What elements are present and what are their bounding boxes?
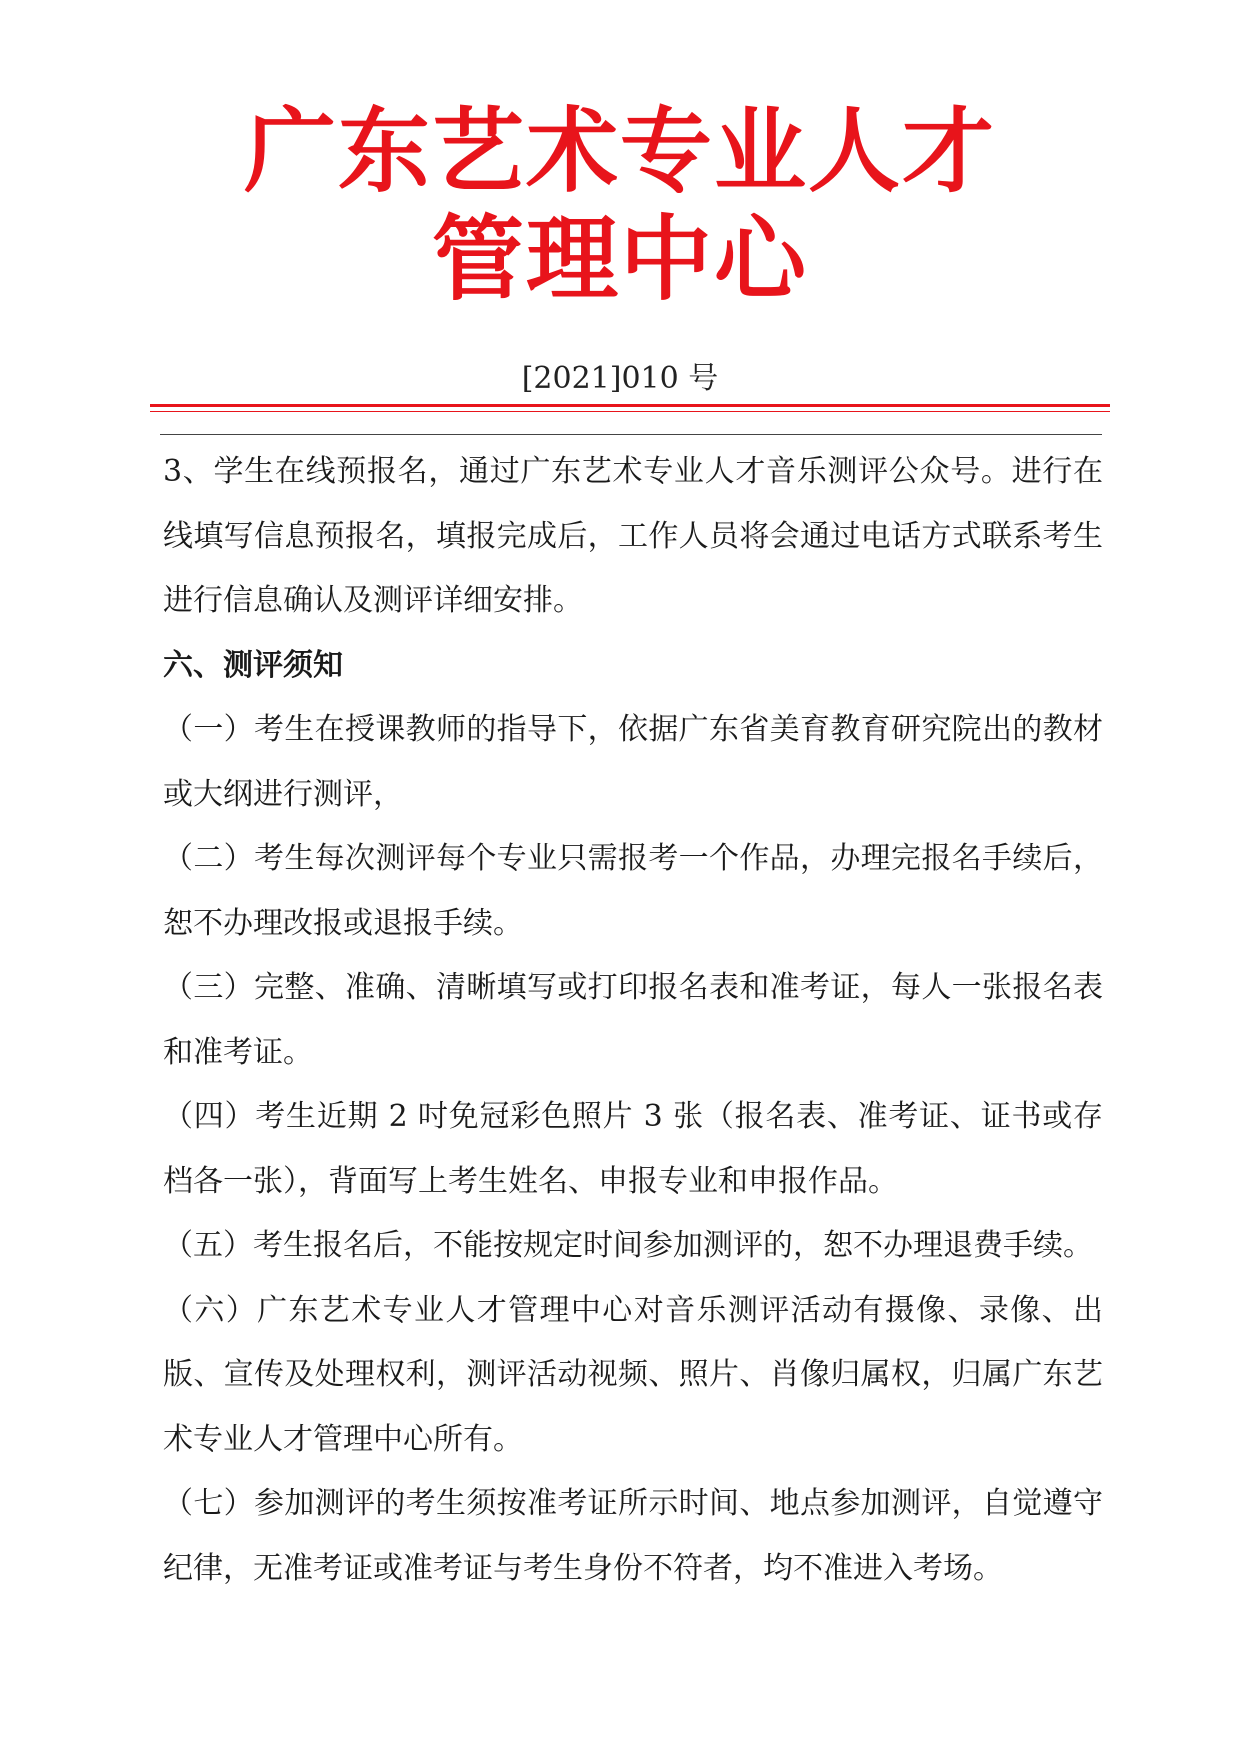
notice-item-6: （六）广东艺术专业人才管理中心对音乐测评活动有摄像、录像、出版、宣传及处理权利，测评活动视频、照片、肖像归属权，归属广东艺术专业人才管理中心所有。 [163, 1292, 1103, 1457]
section-heading: 六、测评须知 [163, 647, 343, 683]
header-divider-thick [150, 404, 1110, 407]
header-divider-thin [150, 411, 1110, 412]
notice-item-4: （四）考生近期 2 吋免冠彩色照片 3 张（报名表、准考证、证书或存档各一张），背面写上考生姓名、申报专业和申报作品。 [163, 1099, 1103, 1199]
content-divider [160, 434, 1102, 435]
notice-item-7: （七）参加测评的考生须按准考证所示时间、地点参加测评，自觉遵守纪律，无准考证或准考证与考生身份不符者，均不准进入考场。 [163, 1486, 1103, 1586]
paragraph-registration: 3、学生在线预报名，通过广东艺术专业人才音乐测评公众号。进行在线填写信息预报名，填报完成后，工作人员将会通过电话方式联系考生进行信息确认及测评详细安排。 [163, 454, 1103, 618]
header-title-line-1: 广东艺术专业人才 [243, 98, 996, 205]
header-title-line-2: 管理中心 [431, 206, 808, 313]
notice-item-1: （一）考生在授课教师的指导下，依据广东省美育教育研究院出的教材或大纲进行测评， [163, 712, 1103, 812]
document-body [163, 440, 1103, 1601]
document-number: [2021]010 号 [521, 361, 719, 396]
notice-item-5: （五）考生报名后，不能按规定时间参加测评的，恕不办理退费手续。 [163, 1228, 1093, 1263]
notice-item-3: （三）完整、准确、清晰填写或打印报名表和准考证，每人一张报名表和准考证。 [163, 970, 1103, 1070]
notice-item-2: （二）考生每次测评每个专业只需报考一个作品，办理完报名手续后，恕不办理改报或退报手续。 [163, 841, 1103, 941]
